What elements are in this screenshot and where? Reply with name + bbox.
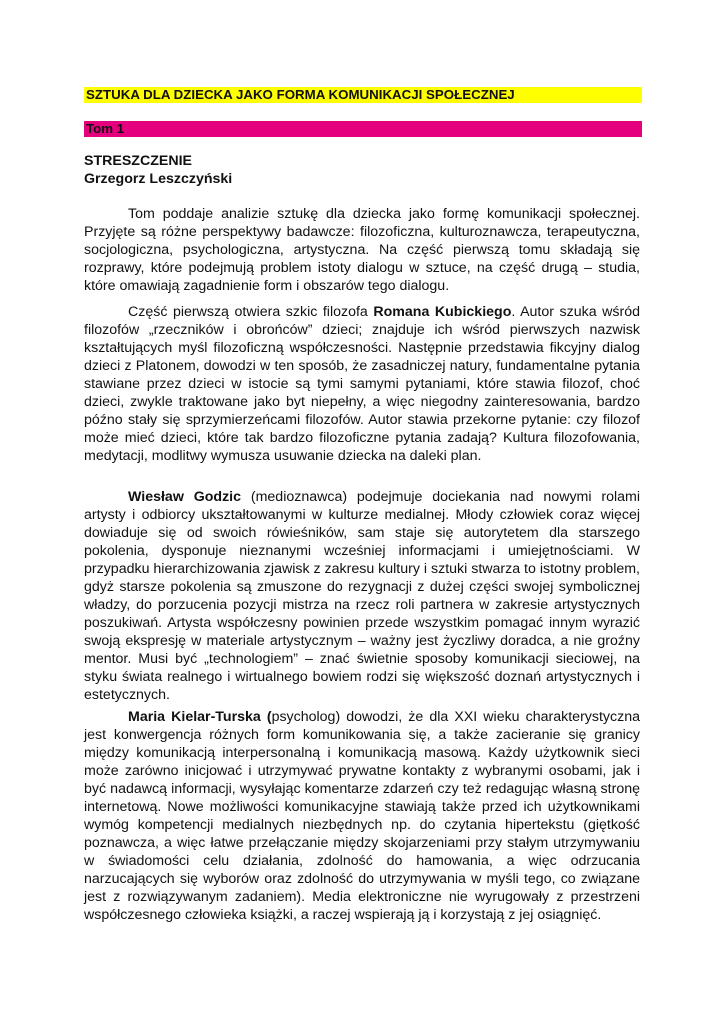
paragraph-text: Część pierwszą otwiera szkic filozofa xyxy=(128,304,374,320)
paragraph-kubicki xyxy=(84,303,640,465)
paragraph-kielar-turska xyxy=(84,708,640,924)
paragraph-text: psycholog) dowodzi, że dla XXI wieku charakterystyczna jest konwergencja różnych form komunikowania się, a także zacieranie się granicy między komunikacją interpersonalną i komunikacją masową. Każdy użytkownik sieci może zarówno inicjować i utrzymywać prywatne kontakty z wybranymi osobami, jak i być nadawcą informacji, wysyłając komentarze zdarzeń czy też redagując własną stronę internetową. Nowe możliwości komunikacyjne stawiają także przed ich użytkownikami wymóg kompetencji medialnych niezbędnych np. do czytania hipertekstu (giętkość poznawcza, a więc łatwe przełączanie między skojarzeniami przy stałym utrzymywaniu w świadomości celu działania, zdolność do hamowania, a więc odrzucania narzucających się wyborów oraz zdolność do utrzymywania w myśli tego, co związane jest z rozwiązywanym zadaniem). Media elektroniczne nie wyrugowały z przestrzeni współczesnego człowieka książki, a raczej wspierają ją i korzystają z jej osiągnięć. xyxy=(84,709,640,923)
book-title: SZTUKA DLA DZIECKA JAKO FORMA KOMUNIKACJI SPOŁECZNEJ xyxy=(86,87,515,102)
paragraph-text: . Autor szuka wśród filozofów „rzeczników i obrońców” dzieci; znajduje ich wśród pierwszych nazwisk kształtujących myśl filozoficzną współczesności. Następnie przedstawia fikcyjny dialog dzieci z Platonem, dowodzi w ten sposób, że zasadniczej natury, fundamentalne pytania stawiane przez dzieci w istocie są tymi samymi pytaniami, które stawia filozof, choć dzieci, zwykle traktowane jako byt niepełny, a więc niegodny zainteresowania, bardzo późno stały się sprzymierzeńcami filozofów. Autor stawia przekorne pytanie: czy filozof może mieć dzieci, które tak bardzo filozoficzne pytania zadają? Kultura filozofowania, medytacji, modlitwy wymusza usuwanie dziecka na daleki plan. xyxy=(84,304,640,464)
paragraph-text: Tom poddaje analizie sztukę dla dziecka jako formę komunikacji społecznej. Przyjęte są różne perspektywy badawcze: filozoficzna, kulturoznawcza, terapeutyczna, socjologiczna, psychologiczna, artystyczna. Na część pierwszą tomu składają się rozprawy, które podejmują problem istoty dialogu w sztuce, na część drugą – studia, które omawiają zagadnienie form i obszarów tego dialogu. xyxy=(84,206,640,294)
volume-banner xyxy=(84,121,642,137)
book-title-banner xyxy=(84,87,642,103)
paragraph-text: (medioznawca) podejmuje dociekania nad nowymi rolami artysty i odbiorcy ukształtowanymi w kulturze medialnej. Młody człowiek coraz więcej dowiaduje się od swoich rówieśników, sam staje się autorytetem dla starszego pokolenia, dysponuje nieznanymi wcześniej informacjami i umiejętnościami. W przypadku hierarchizowania zjawisk z zakresu kultury i sztuki stwarza to istotny problem, gdyż starsze pokolenia są zmuszone do rezygnacji z dużej części swojej symbolicznej władzy, do porzucenia pozycji mistrza na rzecz roli partnera w zakresie artystycznych poszukiwań. Artysta współczesny powinien przede wszystkim pomagać innym wyrazić swoją ekspresję w materiale artystycznym – ważny jest życzliwy doradca, a nie groźny mentor. Musi być „technologiem” – znać świetnie sposoby komunikacji sieciowej, na styku świata realnego i wirtualnego bowiem rodzi się większość doznań artystycznych i estetycznych. xyxy=(84,489,641,703)
paragraph-intro xyxy=(84,205,640,295)
volume-label: Tom 1 xyxy=(86,121,125,136)
author-name: Grzegorz Leszczyński xyxy=(84,171,233,187)
author-highlight: Maria Kielar-Turska ( xyxy=(128,709,272,725)
author-highlight: Romana Kubickiego xyxy=(373,304,512,320)
paragraph-godzic xyxy=(84,488,640,704)
author-highlight: Wiesław Godzic xyxy=(128,489,242,505)
section-heading: STRESZCZENIE xyxy=(84,153,192,169)
